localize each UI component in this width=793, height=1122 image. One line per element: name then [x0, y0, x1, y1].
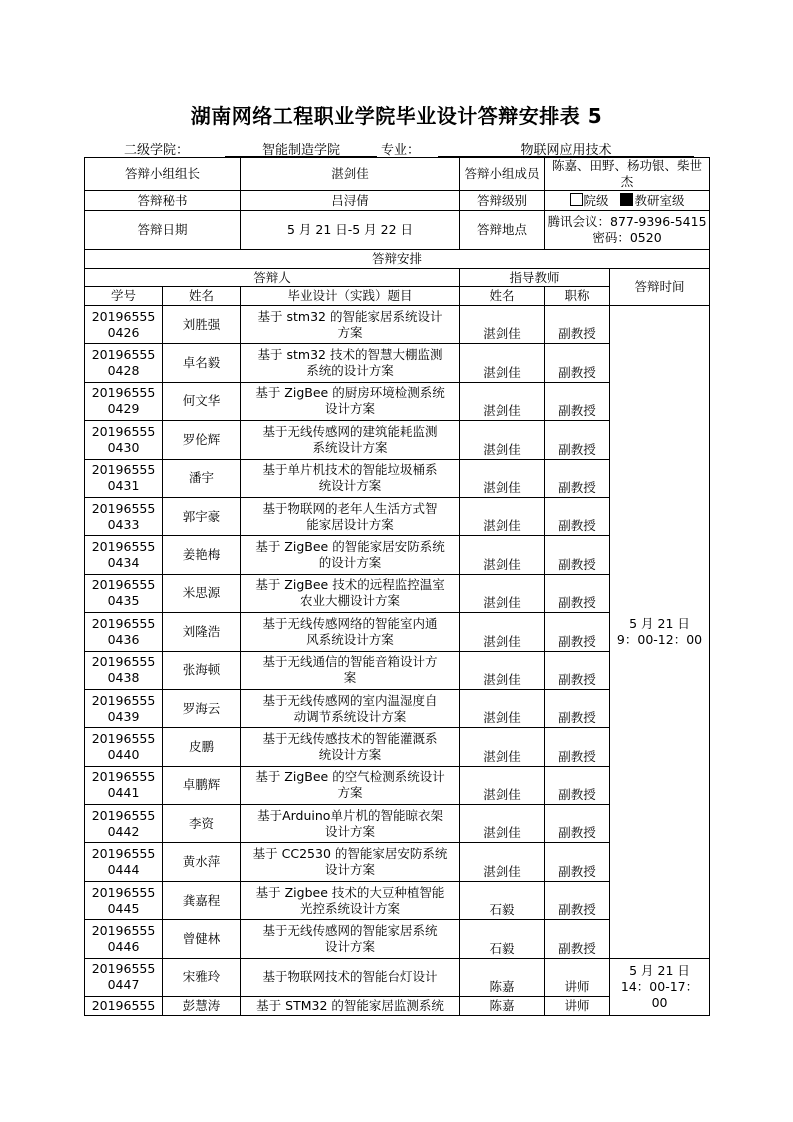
student-name-cell: [163, 497, 241, 535]
major-value: 物联网应用技术: [438, 139, 694, 157]
col-group-advisor: 指导教师: [460, 269, 610, 287]
student-id-cell: [85, 920, 163, 958]
advisor-title: 副教授: [558, 710, 596, 726]
topic-line1: 基于无线传感网的室内温湿度自: [262, 692, 438, 708]
topic-line2: 统设计方案: [318, 478, 382, 494]
time-slot-hours-end: 00: [651, 994, 668, 1010]
topic-line2: 光控系统设计方案: [300, 900, 401, 916]
advisor-name-cell: [460, 766, 545, 804]
student-name: 罗伦辉: [182, 431, 221, 447]
student-id-part2: 0434: [107, 555, 140, 571]
student-name: 米思源: [182, 585, 221, 601]
advisor-name: 湛剑佳: [483, 479, 521, 495]
advisor-title-cell: [545, 497, 610, 535]
student-id-cell: [85, 497, 163, 535]
time-slot-date: 5 月 21 日: [629, 962, 690, 978]
topic-line2: 的设计方案: [318, 555, 382, 571]
advisor-title-cell: [545, 766, 610, 804]
topic-line2: 设计方案: [325, 401, 376, 417]
advisor-title-cell: [545, 651, 610, 689]
leader-value: 湛剑佳: [241, 158, 460, 191]
advisor-title: 副教授: [558, 633, 596, 649]
advisor-name-cell: [460, 613, 545, 651]
student-id-cell: [85, 574, 163, 612]
advisor-name: 湛剑佳: [483, 748, 521, 764]
student-id-part1: 20196555: [91, 615, 156, 631]
student-id-cell: [85, 536, 163, 574]
topic-cell: [241, 421, 460, 459]
topic-line2: 统设计方案: [318, 746, 382, 762]
topic-line1: 基于 CC2530 的智能家居安防系统: [252, 846, 448, 862]
advisor-name: 石毅: [489, 940, 515, 956]
advisor-title: 讲师: [564, 979, 590, 995]
advisor-name: 湛剑佳: [483, 825, 521, 841]
student-name: 卓名毅: [182, 355, 221, 371]
topic-line2: 设计方案: [325, 823, 376, 839]
student-id-part2: 0439: [107, 708, 140, 724]
header-line: [0, 139, 793, 157]
student-id-part1: 20196555: [91, 385, 156, 401]
advisor-title-cell: [545, 613, 610, 651]
topic-cell: [241, 881, 460, 919]
student-id-part2: 0426: [107, 324, 140, 340]
time-slot-morning: [610, 306, 710, 959]
topic-cell: [241, 651, 460, 689]
student-name: 罗海云: [182, 700, 221, 716]
col-id: 学号: [85, 287, 163, 306]
student-id-part1: 20196555: [91, 500, 156, 516]
topic-line2: 农业大棚设计方案: [300, 593, 401, 609]
advisor-name: 陈嘉: [489, 979, 515, 995]
student-id-part1: 20196555: [91, 807, 156, 823]
members-label: 答辩小组成员: [460, 158, 545, 191]
advisor-name-cell: [460, 689, 545, 727]
student-name-cell: [163, 574, 241, 612]
advisor-name-cell: [460, 997, 545, 1016]
topic-line2: 案: [343, 670, 357, 686]
student-id-part1: 20196555: [91, 577, 156, 593]
page-title: 湖南网络工程职业学院毕业设计答辩安排表 5: [190, 104, 603, 128]
student-name: 何文华: [182, 393, 221, 409]
student-id-part1: 20196555: [91, 308, 156, 324]
student-id-cell: [85, 382, 163, 420]
defense-schedule-table: [84, 157, 710, 1016]
advisor-title-cell: [545, 805, 610, 843]
advisor-name: 湛剑佳: [483, 556, 521, 572]
advisor-name: 石毅: [489, 902, 515, 918]
advisor-name-cell: [460, 306, 545, 344]
student-id-cell: [85, 881, 163, 919]
student-id-part2: 0435: [107, 593, 140, 609]
student-name: 潘宇: [189, 470, 215, 486]
topic-cell: [241, 958, 460, 996]
topic-line2: 系统设计方案: [312, 439, 388, 455]
advisor-title: 副教授: [558, 902, 596, 918]
topic-line2: 设计方案: [325, 862, 376, 878]
advisor-title: 副教授: [558, 863, 596, 879]
student-id-part2: 0441: [107, 785, 140, 801]
student-id-part1: 20196555: [91, 347, 156, 363]
student-name-cell: [163, 536, 241, 574]
advisor-title: 副教授: [558, 403, 596, 419]
advisor-title: 副教授: [558, 595, 596, 611]
advisor-title-cell: [545, 459, 610, 497]
student-id-part2: 0442: [107, 823, 140, 839]
topic-line1: 基于 STM32 的智能家居监测系统: [256, 998, 444, 1014]
student-name: 李资: [189, 815, 215, 831]
student-name-cell: [163, 689, 241, 727]
topic-line1: 基于 ZigBee 的智能家居安防系统: [255, 539, 445, 555]
advisor-name-cell: [460, 805, 545, 843]
student-name-cell: [163, 958, 241, 996]
time-slot-date: 5 月 21 日: [629, 615, 690, 631]
student-name-cell: [163, 843, 241, 881]
place-password: 密码：0520: [592, 230, 662, 245]
student-id-part2: 0446: [107, 938, 140, 954]
level-options: [545, 191, 710, 211]
student-name-cell: [163, 344, 241, 382]
student-name-cell: [163, 728, 241, 766]
advisor-title: 副教授: [558, 364, 596, 380]
student-id-part2: 0436: [107, 631, 140, 647]
advisor-title-cell: [545, 728, 610, 766]
student-id-part2: 0429: [107, 401, 140, 417]
student-id-cell: [85, 421, 163, 459]
student-id-part2: 0430: [107, 439, 140, 455]
student-id-cell: [85, 728, 163, 766]
advisor-name-cell: [460, 843, 545, 881]
topic-line1: 基于单片机技术的智能垃圾桶系: [262, 462, 438, 478]
student-name-cell: [163, 920, 241, 958]
topic-line2: 方案: [337, 324, 363, 340]
advisor-title: 副教授: [558, 825, 596, 841]
topic-line1: 基于Arduino单片机的智能晾衣架: [257, 807, 443, 823]
college-value: 智能制造学院: [225, 139, 377, 157]
topic-cell: [241, 843, 460, 881]
student-name-cell: [163, 766, 241, 804]
advisor-name-cell: [460, 651, 545, 689]
student-name-cell: [163, 651, 241, 689]
student-id-part1: 20196555: [91, 654, 156, 670]
time-slot-hours: 14：00-17：: [620, 978, 699, 994]
topic-cell: [241, 805, 460, 843]
topic-cell: [241, 459, 460, 497]
topic-line1: 基于 ZigBee 的厨房环境检测系统: [255, 385, 445, 401]
topic-line1: 基于 ZigBee 的空气检测系统设计: [255, 769, 445, 785]
student-id-part1: 20196555: [91, 922, 156, 938]
advisor-title-cell: [545, 843, 610, 881]
topic-line1: 基于无线传感技术的智能灌溉系: [262, 730, 438, 746]
col-advisor-title: 职称: [545, 287, 610, 306]
advisor-name: 湛剑佳: [483, 403, 521, 419]
col-topic: 毕业设计（实践）题目: [241, 287, 460, 306]
topic-cell: [241, 306, 460, 344]
student-name-cell: [163, 997, 241, 1016]
members-value: 陈嘉、田野、杨功银、柴世杰: [545, 158, 710, 191]
advisor-name: 湛剑佳: [483, 518, 521, 534]
secretary-value: 吕浔倩: [241, 191, 460, 211]
topic-cell: [241, 728, 460, 766]
advisor-title-cell: [545, 344, 610, 382]
leader-label: 答辩小组组长: [85, 158, 241, 191]
col-name: 姓名: [163, 287, 241, 306]
time-slot-afternoon: [610, 958, 710, 1015]
topic-line2: 设计方案: [325, 938, 376, 954]
topic-line1: 基于无线传感网的智能家居系统: [262, 922, 438, 938]
topic-line1: 基于无线通信的智能音箱设计方: [262, 654, 438, 670]
student-id-part1: 20196555: [91, 846, 156, 862]
student-name: 姜艳梅: [182, 547, 221, 563]
advisor-title: 副教授: [558, 787, 596, 803]
student-id-part1: 20196555: [91, 692, 156, 708]
student-id-part1: 20196555: [91, 884, 156, 900]
student-id-cell: [85, 958, 163, 996]
advisor-name: 湛剑佳: [483, 863, 521, 879]
advisor-name-cell: [460, 459, 545, 497]
student-name-cell: [163, 881, 241, 919]
student-id-part2: 0447: [107, 977, 140, 993]
advisor-title-cell: [545, 920, 610, 958]
advisor-title: 副教授: [558, 518, 596, 534]
advisor-title: 副教授: [558, 441, 596, 457]
topic-line1: 基于 stm32 的智能家居系统设计: [257, 308, 443, 324]
student-name: 刘隆浩: [182, 623, 221, 639]
advisor-name-cell: [460, 536, 545, 574]
advisor-name: 湛剑佳: [483, 595, 521, 611]
advisor-name: 湛剑佳: [483, 710, 521, 726]
advisor-title: 副教授: [558, 326, 596, 342]
advisor-title-cell: [545, 574, 610, 612]
advisor-name-cell: [460, 382, 545, 420]
advisor-title-cell: [545, 536, 610, 574]
student-id-cell: [85, 805, 163, 843]
topic-cell: [241, 574, 460, 612]
advisor-name: 湛剑佳: [483, 326, 521, 342]
student-id-part2: 0438: [107, 670, 140, 686]
advisor-name: 陈嘉: [489, 998, 515, 1014]
student-id-cell: [85, 997, 163, 1016]
advisor-title: 副教授: [558, 671, 596, 687]
topic-line1: 基于无线传感网络的智能室内通: [262, 615, 438, 631]
secretary-label: 答辩秘书: [85, 191, 241, 211]
student-name-cell: [163, 382, 241, 420]
student-id-cell: [85, 306, 163, 344]
advisor-title: 副教授: [558, 556, 596, 572]
major-label: 专业：: [381, 143, 421, 158]
col-group-student: 答辩人: [85, 269, 460, 287]
topic-cell: [241, 497, 460, 535]
student-name-cell: [163, 613, 241, 651]
advisor-name-cell: [460, 920, 545, 958]
topic-line1: 基于 stm32 技术的智慧大棚监测: [257, 347, 443, 363]
place-value: [545, 211, 710, 250]
topic-line2: 系统的设计方案: [306, 363, 394, 379]
col-time: 答辩时间: [610, 269, 710, 306]
student-id-cell: [85, 613, 163, 651]
student-name-cell: [163, 306, 241, 344]
student-id-part1: 20196555: [91, 961, 156, 977]
student-id-part1: 20196555: [91, 539, 156, 555]
checkbox-filled-icon: [620, 193, 633, 206]
student-id-part2: 0445: [107, 900, 140, 916]
student-id-part2: 0440: [107, 746, 140, 762]
advisor-title-cell: [545, 421, 610, 459]
student-id-cell: [85, 651, 163, 689]
advisor-name-cell: [460, 344, 545, 382]
topic-line2: 方案: [337, 785, 363, 801]
place-meeting-id: 腾讯会议：877-9396-5415: [547, 214, 707, 229]
student-id-part1: 20196555: [91, 769, 156, 785]
student-name: 刘胜强: [182, 316, 221, 332]
topic-line1: 基于物联网的老年人生活方式智: [262, 500, 438, 516]
advisor-title: 副教授: [558, 940, 596, 956]
student-name: 宋雅玲: [182, 969, 221, 985]
topic-cell: [241, 613, 460, 651]
student-id-cell: [85, 766, 163, 804]
advisor-title: 副教授: [558, 748, 596, 764]
topic-cell: [241, 536, 460, 574]
advisor-name: 湛剑佳: [483, 671, 521, 687]
advisor-title-cell: [545, 881, 610, 919]
advisor-title-cell: [545, 997, 610, 1016]
advisor-title-cell: [545, 689, 610, 727]
student-id-part1: 20196555: [91, 423, 156, 439]
topic-cell: [241, 997, 460, 1016]
student-id-part2: 0444: [107, 862, 140, 878]
student-name: 黄水萍: [182, 854, 221, 870]
student-id-cell: [85, 344, 163, 382]
topic-line2: 能家居设计方案: [306, 516, 394, 532]
student-name-cell: [163, 459, 241, 497]
table-row: [85, 958, 710, 996]
advisor-title: 副教授: [558, 479, 596, 495]
student-name: 曾健林: [182, 930, 221, 946]
advisor-title-cell: [545, 306, 610, 344]
student-name-cell: [163, 805, 241, 843]
topic-cell: [241, 382, 460, 420]
student-id-part2: 0431: [107, 478, 140, 494]
advisor-name-cell: [460, 574, 545, 612]
topic-cell: [241, 766, 460, 804]
section-title: 答辩安排: [85, 250, 710, 269]
advisor-name-cell: [460, 881, 545, 919]
student-id-part2: 0433: [107, 516, 140, 532]
student-id-cell: [85, 689, 163, 727]
checkbox-empty-icon: [570, 193, 583, 206]
advisor-name: 湛剑佳: [483, 787, 521, 803]
date-value: 5 月 21 日-5 月 22 日: [241, 211, 460, 250]
level-option-college: 院级: [583, 192, 609, 208]
table-row: [85, 306, 710, 344]
student-id-part1: 20196555: [91, 730, 156, 746]
student-name: 彭慧涛: [182, 998, 221, 1014]
topic-line1: 基于无线传感网的建筑能耗监测: [262, 423, 438, 439]
student-id-part1: 20196555: [91, 998, 156, 1014]
student-id-cell: [85, 459, 163, 497]
student-name: 皮鹏: [189, 738, 215, 754]
topic-line1: 基于物联网技术的智能台灯设计: [262, 969, 438, 985]
advisor-title-cell: [545, 958, 610, 996]
student-id-part2: 0428: [107, 363, 140, 379]
level-label: 答辩级别: [460, 191, 545, 211]
student-name: 郭宇豪: [182, 508, 221, 524]
student-id-part1: 20196555: [91, 462, 156, 478]
col-advisor-name: 姓名: [460, 287, 545, 306]
topic-cell: [241, 920, 460, 958]
topic-line1: 基于 ZigBee 技术的远程监控温室: [255, 577, 445, 593]
topic-line2: 风系统设计方案: [306, 631, 394, 647]
date-label: 答辩日期: [85, 211, 241, 250]
advisor-name: 湛剑佳: [483, 364, 521, 380]
topic-line2: 动调节系统设计方案: [293, 708, 407, 724]
student-name: 龚嘉程: [182, 892, 221, 908]
advisor-title-cell: [545, 382, 610, 420]
topic-cell: [241, 344, 460, 382]
student-name-cell: [163, 421, 241, 459]
level-option-dept: 教研室级: [634, 192, 685, 208]
topic-cell: [241, 689, 460, 727]
college-label: 二级学院：: [124, 143, 190, 158]
advisor-name-cell: [460, 958, 545, 996]
student-name: 张海顿: [182, 662, 221, 678]
advisor-name: 湛剑佳: [483, 441, 521, 457]
advisor-name: 湛剑佳: [483, 633, 521, 649]
time-slot-hours: 9：00-12：00: [616, 631, 703, 647]
advisor-name-cell: [460, 728, 545, 766]
advisor-title: 讲师: [564, 998, 590, 1014]
topic-line1: 基于 Zigbee 技术的大豆种植智能: [255, 884, 445, 900]
student-id-cell: [85, 843, 163, 881]
student-name: 卓鹏辉: [182, 777, 221, 793]
advisor-name-cell: [460, 421, 545, 459]
advisor-name-cell: [460, 497, 545, 535]
place-label: 答辩地点: [460, 211, 545, 250]
